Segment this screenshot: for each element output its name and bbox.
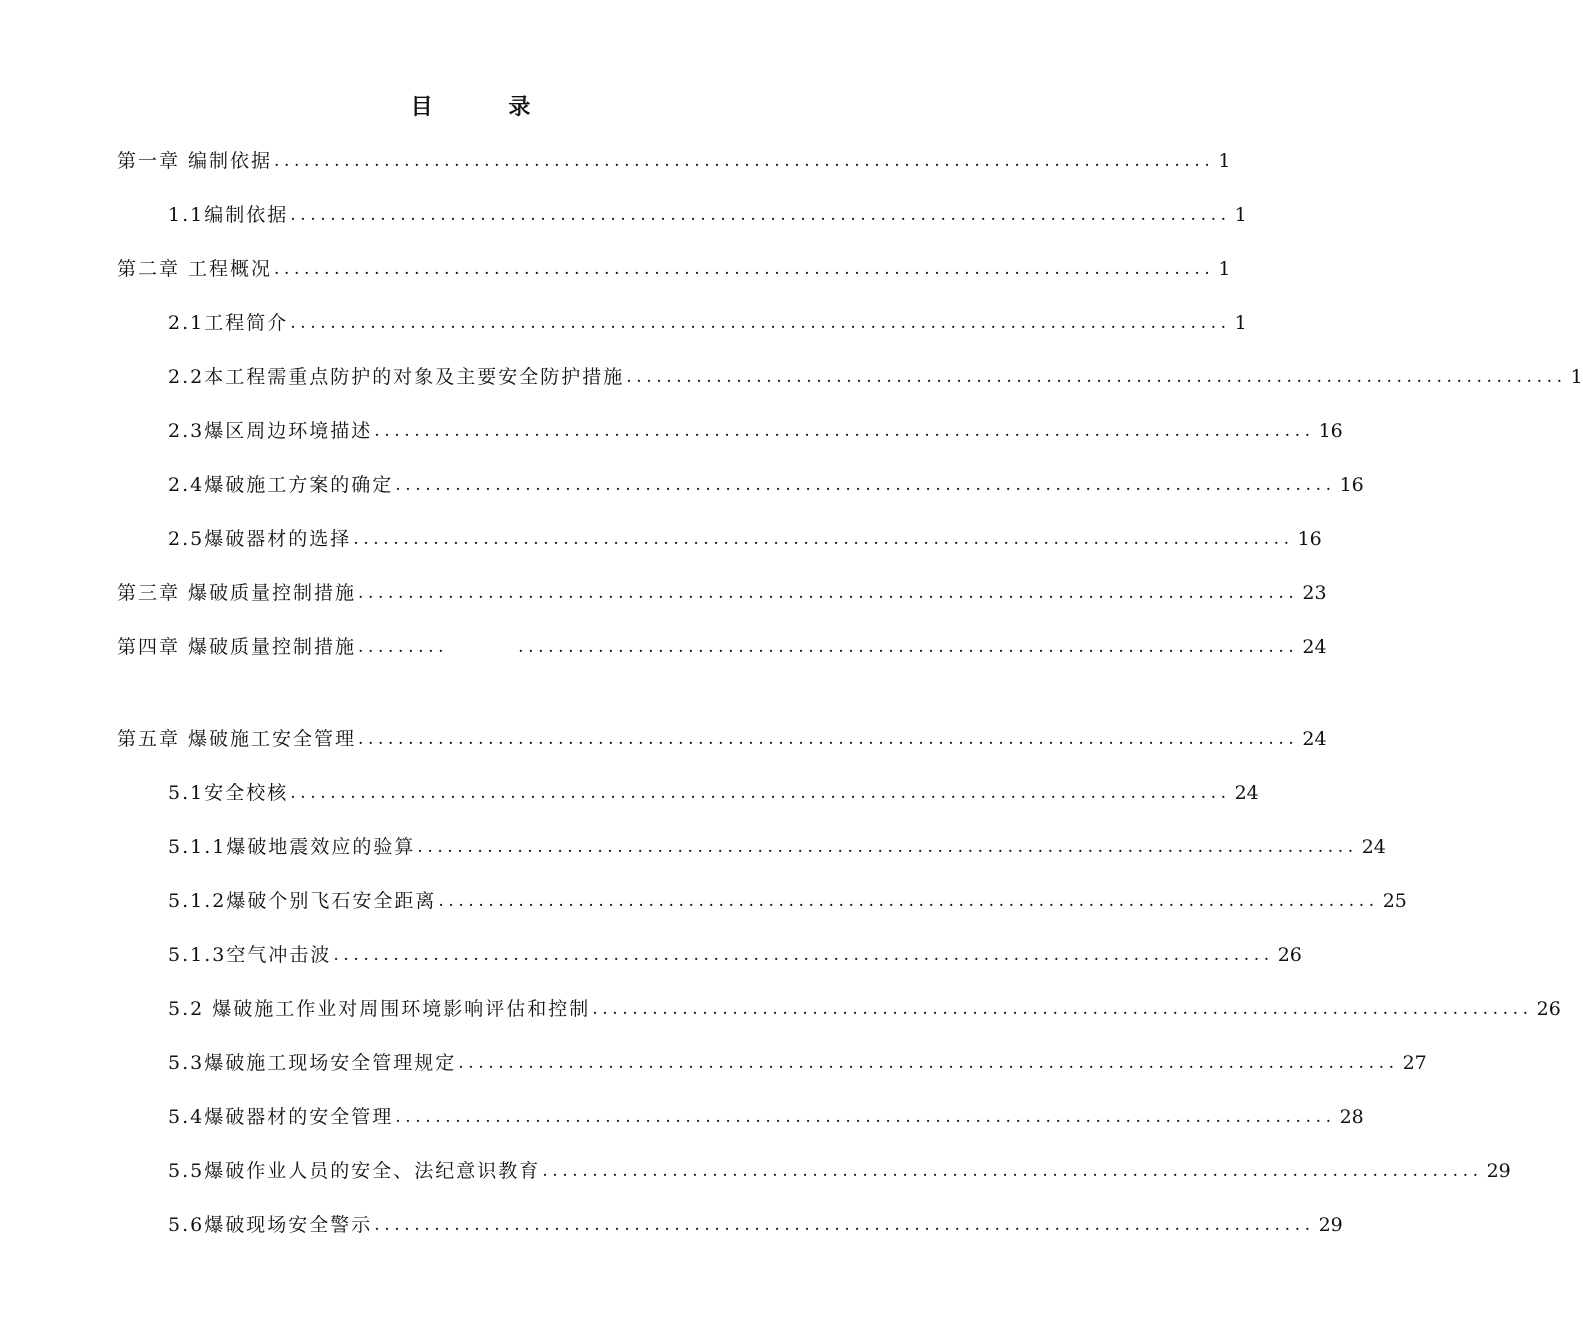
toc-entry[interactable] xyxy=(168,363,1583,391)
toc-entry-page: 26 xyxy=(1277,944,1302,966)
toc-entry-label: 5.4爆破器材的安全管理 xyxy=(168,1106,394,1128)
toc-leader-dots: .............................................................................................. xyxy=(274,151,1215,171)
toc-entry-label: 5.1安全校核 xyxy=(168,782,289,804)
toc-entry-page: 24 xyxy=(1234,782,1259,804)
toc-entry-label: 第三章 爆破质量控制措施 xyxy=(117,582,357,604)
toc-entry[interactable] xyxy=(117,725,1327,753)
toc-entry-label: 5.1.3空气冲击波 xyxy=(168,944,332,966)
toc-entry-label: 第二章 工程概况 xyxy=(117,258,273,280)
toc-entry-label: 1.1编制依据 xyxy=(168,204,289,226)
toc-leader-dots: .............................................................................................. xyxy=(333,945,1274,965)
toc-leader-dots: .............................................................................................. xyxy=(417,837,1358,857)
toc-entry-label: 5.1.2爆破个别飞石安全距离 xyxy=(168,890,437,912)
toc-leader-dots: .............................................................................................. xyxy=(374,1215,1315,1235)
toc-leader-dots: .............................................................................................. xyxy=(274,259,1215,279)
toc-leader-dots: .............................................................................................. xyxy=(374,421,1315,441)
toc-leader-dots: .............................................................................................. xyxy=(358,729,1299,749)
toc-entry-page: 24 xyxy=(1361,836,1386,858)
toc-entry-label: 2.1工程简介 xyxy=(168,312,289,334)
toc-leader-dots: .............................................................................................. xyxy=(592,999,1533,1019)
toc-entry-page: 24 xyxy=(1302,728,1327,750)
page-title: 目 录 xyxy=(410,94,565,120)
toc-entry[interactable] xyxy=(168,1157,1511,1185)
toc-entry[interactable] xyxy=(168,525,1322,553)
toc-entry-page: 1 xyxy=(1570,366,1583,388)
toc-entry[interactable] xyxy=(117,633,1327,661)
toc-entry-page: 23 xyxy=(1302,582,1327,604)
toc-leader-dots: .............................................................................................. xyxy=(358,583,1299,603)
toc-entry-page: 24 xyxy=(1302,636,1327,658)
toc-entry[interactable] xyxy=(168,1103,1364,1131)
toc-entry-page: 16 xyxy=(1339,474,1364,496)
toc-leader-dots: .............................................................................................. xyxy=(438,891,1379,911)
toc-leader-dots: ......... .............................................................................. xyxy=(358,637,1299,657)
toc-entry[interactable] xyxy=(168,833,1386,861)
toc-entry-label: 5.6爆破现场安全警示 xyxy=(168,1214,373,1236)
toc-entry-page: 16 xyxy=(1297,528,1322,550)
toc-entry[interactable] xyxy=(168,887,1407,915)
toc-entry[interactable] xyxy=(117,255,1231,283)
toc-leader-dots: .............................................................................................. xyxy=(458,1053,1399,1073)
toc-entry-label: 2.5爆破器材的选择 xyxy=(168,528,352,550)
toc-entry-page: 1 xyxy=(1234,312,1247,334)
toc-entry-label: 5.1.1爆破地震效应的验算 xyxy=(168,836,416,858)
toc-entry-label: 2.3爆区周边环境描述 xyxy=(168,420,373,442)
toc-leader-dots: .............................................................................................. xyxy=(290,783,1231,803)
toc-entry[interactable] xyxy=(117,579,1327,607)
toc-entry[interactable] xyxy=(168,995,1561,1023)
toc-entry-label: 5.5爆破作业人员的安全、法纪意识教育 xyxy=(168,1160,541,1182)
toc-entry-label: 5.3爆破施工现场安全管理规定 xyxy=(168,1052,457,1074)
toc-entry-page: 26 xyxy=(1536,998,1561,1020)
toc-entry-page: 28 xyxy=(1339,1106,1364,1128)
toc-entry[interactable] xyxy=(117,147,1231,175)
toc-entry-page: 29 xyxy=(1486,1160,1511,1182)
toc-entry[interactable] xyxy=(168,1211,1343,1239)
toc-entry[interactable] xyxy=(168,1049,1427,1077)
toc-entry-page: 1 xyxy=(1218,150,1231,172)
toc-leader-dots: .............................................................................................. xyxy=(542,1161,1483,1181)
toc-entry[interactable] xyxy=(168,201,1247,229)
toc-entry-page: 1 xyxy=(1234,204,1247,226)
toc-leader-dots: .............................................................................................. xyxy=(290,313,1231,333)
toc-entry-page: 27 xyxy=(1402,1052,1427,1074)
toc-entry-label: 第四章 爆破质量控制措施 xyxy=(117,636,357,658)
toc-leader-dots: .............................................................................................. xyxy=(395,1107,1336,1127)
toc-entry-label: 第一章 编制依据 xyxy=(117,150,273,172)
toc-entry[interactable] xyxy=(168,779,1259,807)
toc-entry[interactable] xyxy=(168,471,1364,499)
toc-leader-dots: .............................................................................................. xyxy=(353,529,1294,549)
toc-entry[interactable] xyxy=(168,309,1247,337)
toc-leader-dots: .............................................................................................. xyxy=(626,367,1567,387)
toc-entry[interactable] xyxy=(168,417,1343,445)
toc-entry-label: 2.2本工程需重点防护的对象及主要安全防护措施 xyxy=(168,366,625,388)
toc-entry-label: 第五章 爆破施工安全管理 xyxy=(117,728,357,750)
toc-entry-label: 5.2 爆破施工作业对周围环境影响评估和控制 xyxy=(168,998,591,1020)
toc-entry-page: 29 xyxy=(1318,1214,1343,1236)
toc-entry-page: 1 xyxy=(1218,258,1231,280)
toc-entry-page: 16 xyxy=(1318,420,1343,442)
toc-leader-dots: .............................................................................................. xyxy=(395,475,1336,495)
toc-leader-dots: .............................................................................................. xyxy=(290,205,1231,225)
toc-entry-page: 25 xyxy=(1382,890,1407,912)
toc-entry[interactable] xyxy=(168,941,1302,969)
toc-entry-label: 2.4爆破施工方案的确定 xyxy=(168,474,394,496)
